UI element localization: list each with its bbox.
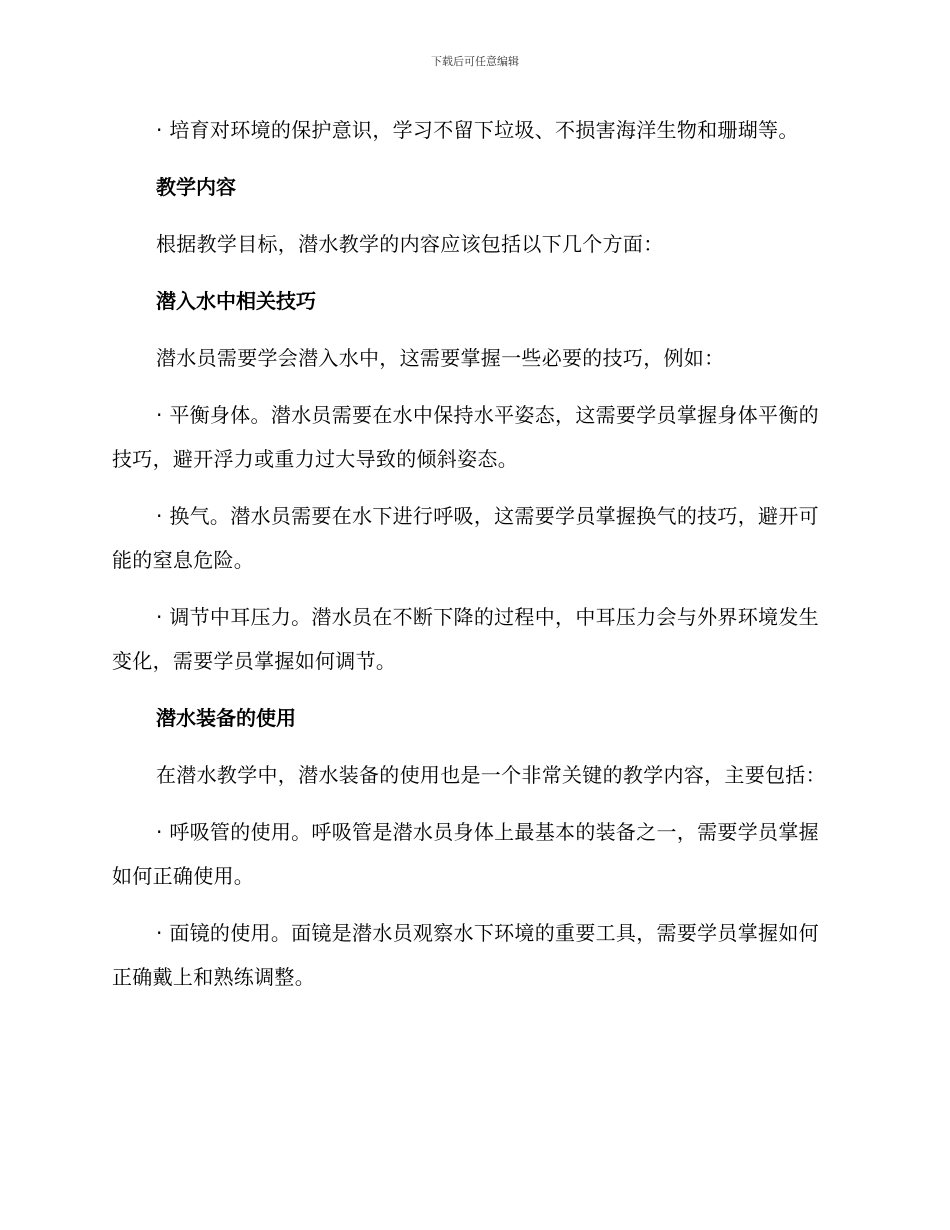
heading-teaching-content: 教学内容 [156, 175, 236, 199]
paragraph-content-intro: 根据教学目标，潜水教学的内容应该包括以下几个方面： [156, 232, 664, 256]
paragraph-environment-awareness: · 培育对环境的保护意识，学习不留下垃圾、不损害海洋生物和珊瑚等。 [156, 118, 799, 142]
paragraph-body-balance: · 平衡身体。潜水员需要在水中保持水平姿态，这需要学员掌握身体平衡的技巧，避开浮力或重力过大导致的倾斜姿态。 [112, 403, 819, 471]
heading-diving-skills: 潜入水中相关技巧 [156, 289, 316, 313]
paragraph-ear-pressure: · 调节中耳压力。潜水员在不断下降的过程中，中耳压力会与外界环境发生变化，需要学员掌握如何调节。 [112, 605, 819, 673]
paragraph-snorkel: · 呼吸管的使用。呼吸管是潜水员身体上最基本的装备之一，需要学员掌握如何正确使用。 [112, 820, 819, 888]
heading-equipment-use: 潜水装备的使用 [156, 706, 296, 730]
page-header: 下载后可任意编辑 [431, 55, 519, 68]
paragraph-equipment-intro: 在潜水教学中，潜水装备的使用也是一个非常关键的教学内容，主要包括： [156, 763, 826, 787]
document-body [112, 108, 832, 1012]
paragraph-breathing: · 换气。潜水员需要在水下进行呼吸，这需要学员掌握换气的技巧，避开可能的窒息危险。 [112, 504, 819, 572]
paragraph-mask: · 面镜的使用。面镜是潜水员观察水下环境的重要工具，需要学员掌握如何正确戴上和熟练调整。 [112, 921, 819, 989]
paragraph-skills-intro: 潜水员需要学会潜入水中，这需要掌握一些必要的技巧，例如： [156, 346, 725, 370]
